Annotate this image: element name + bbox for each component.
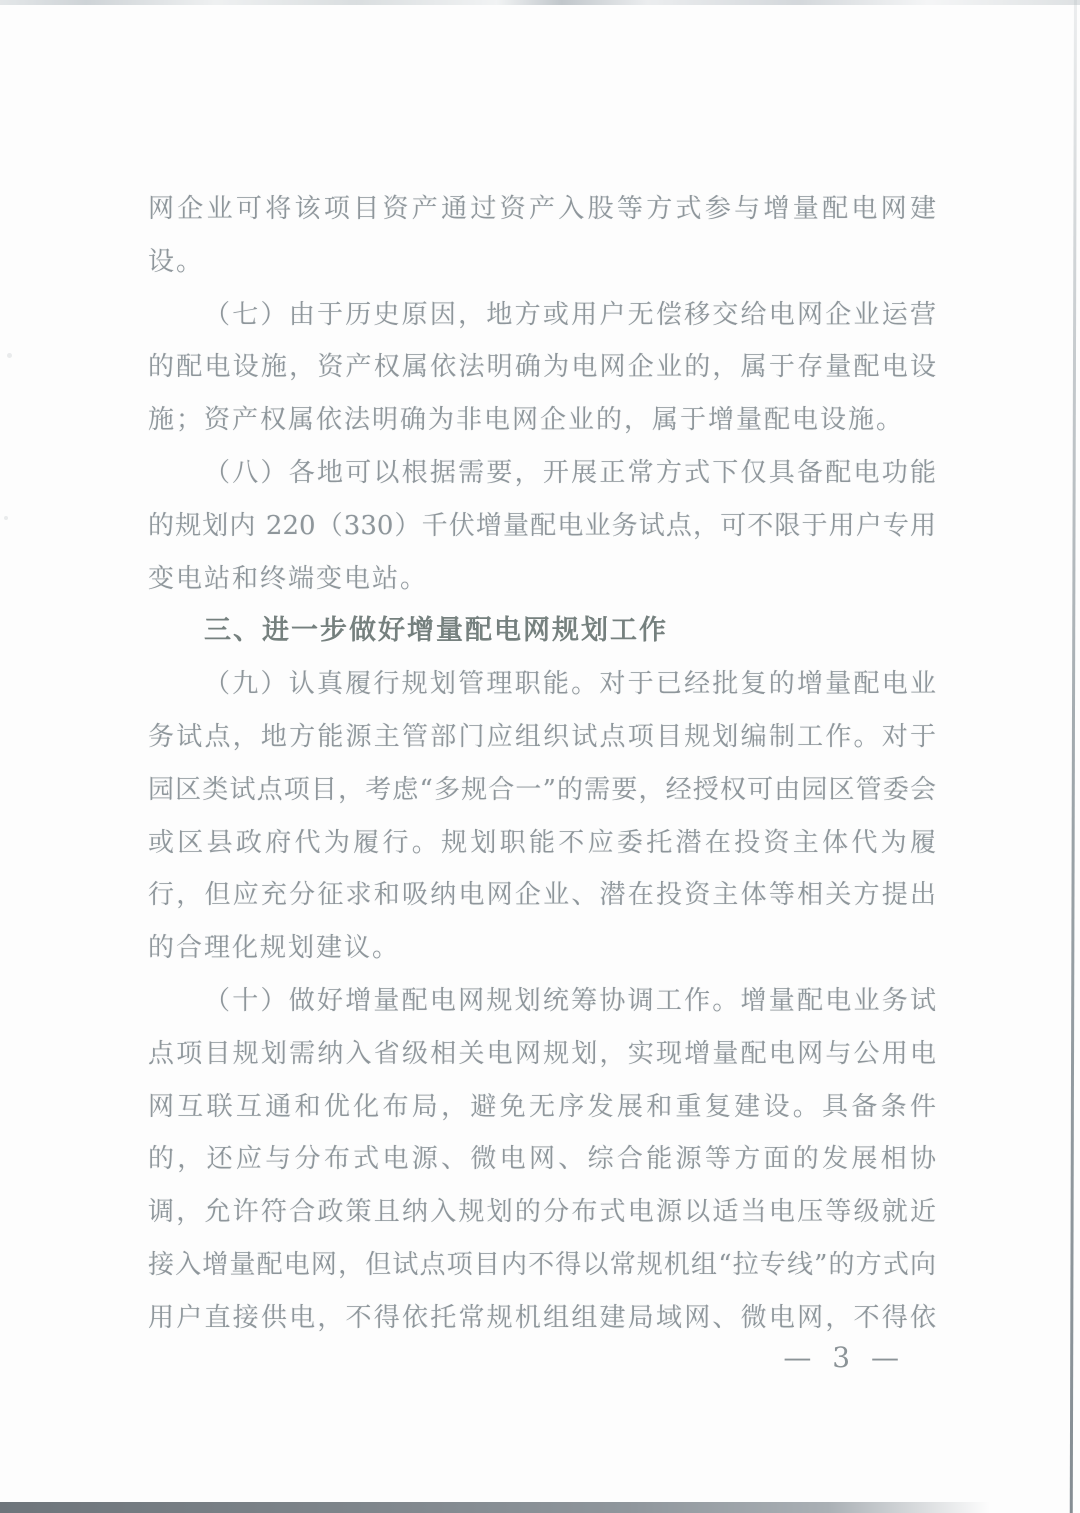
scan-artifact-smudge bbox=[7, 353, 12, 358]
text-line: 网互联互通和优化布局，避免无序发展和重复建设。具备条件 bbox=[148, 1091, 936, 1122]
page-number: — 3 — bbox=[783, 1341, 905, 1374]
text-line: 变电站和终端变电站。 bbox=[148, 563, 429, 594]
text-line: 的配电设施，资产权属依法明确为电网企业的，属于存量配电设 bbox=[148, 352, 936, 383]
text-line: （十）做好增量配电网规划统筹协调工作。增量配电业务试 bbox=[204, 985, 936, 1016]
scan-artifact-page-edge-line bbox=[1070, 0, 1077, 1513]
text-line: （七）由于历史原因，地方或用户无偿移交给电网企业运营 bbox=[204, 299, 936, 330]
text-line: 务试点，地方能源主管部门应组织试点项目规划编制工作。对于 bbox=[148, 721, 936, 752]
text-line: 的合理化规划建议。 bbox=[148, 933, 401, 964]
document-body bbox=[148, 183, 936, 1345]
text-line: 点项目规划需纳入省级相关电网规划，实现增量配电网与公用电 bbox=[148, 1038, 936, 1069]
text-line: 用户直接供电，不得依托常规机组组建局域网、微电网，不得依 bbox=[148, 1302, 936, 1333]
text-line: 的，还应与分布式电源、微电网、综合能源等方面的发展相协 bbox=[148, 1144, 936, 1175]
scan-artifact-top-edge bbox=[0, 0, 1080, 5]
section-heading: 三、进一步做好增量配电网规划工作 bbox=[204, 615, 668, 647]
text-line: 调，允许符合政策且纳入规划的分布式电源以适当电压等级就近 bbox=[148, 1197, 936, 1228]
text-line: 的规划内 220（330）千伏增量配电业务试点，可不限于用户专用 bbox=[148, 510, 936, 541]
text-line: （九）认真履行规划管理职能。对于已经批复的增量配电业 bbox=[204, 669, 936, 700]
text-line: 设。 bbox=[148, 246, 205, 277]
text-line: 施；资产权属依法明确为非电网企业的，属于增量配电设施。 bbox=[148, 405, 905, 436]
scan-artifact-bottom-edge bbox=[0, 1502, 1010, 1513]
scan-artifact-smudge bbox=[4, 516, 8, 520]
text-line: 接入增量配电网，但试点项目内不得以常规机组“拉专线”的方式向 bbox=[148, 1249, 936, 1280]
text-line: 行，但应充分征求和吸纳电网企业、潜在投资主体等相关方提出 bbox=[148, 880, 936, 911]
text-line: 园区类试点项目，考虑“多规合一”的需要，经授权可由园区管委会 bbox=[148, 774, 936, 805]
text-line: （八）各地可以根据需要，开展正常方式下仅具备配电功能 bbox=[204, 457, 936, 488]
text-line: 或区县政府代为履行。规划职能不应委托潜在投资主体代为履 bbox=[148, 827, 936, 858]
text-line: 网企业可将该项目资产通过资产入股等方式参与增量配电网建 bbox=[148, 194, 936, 224]
